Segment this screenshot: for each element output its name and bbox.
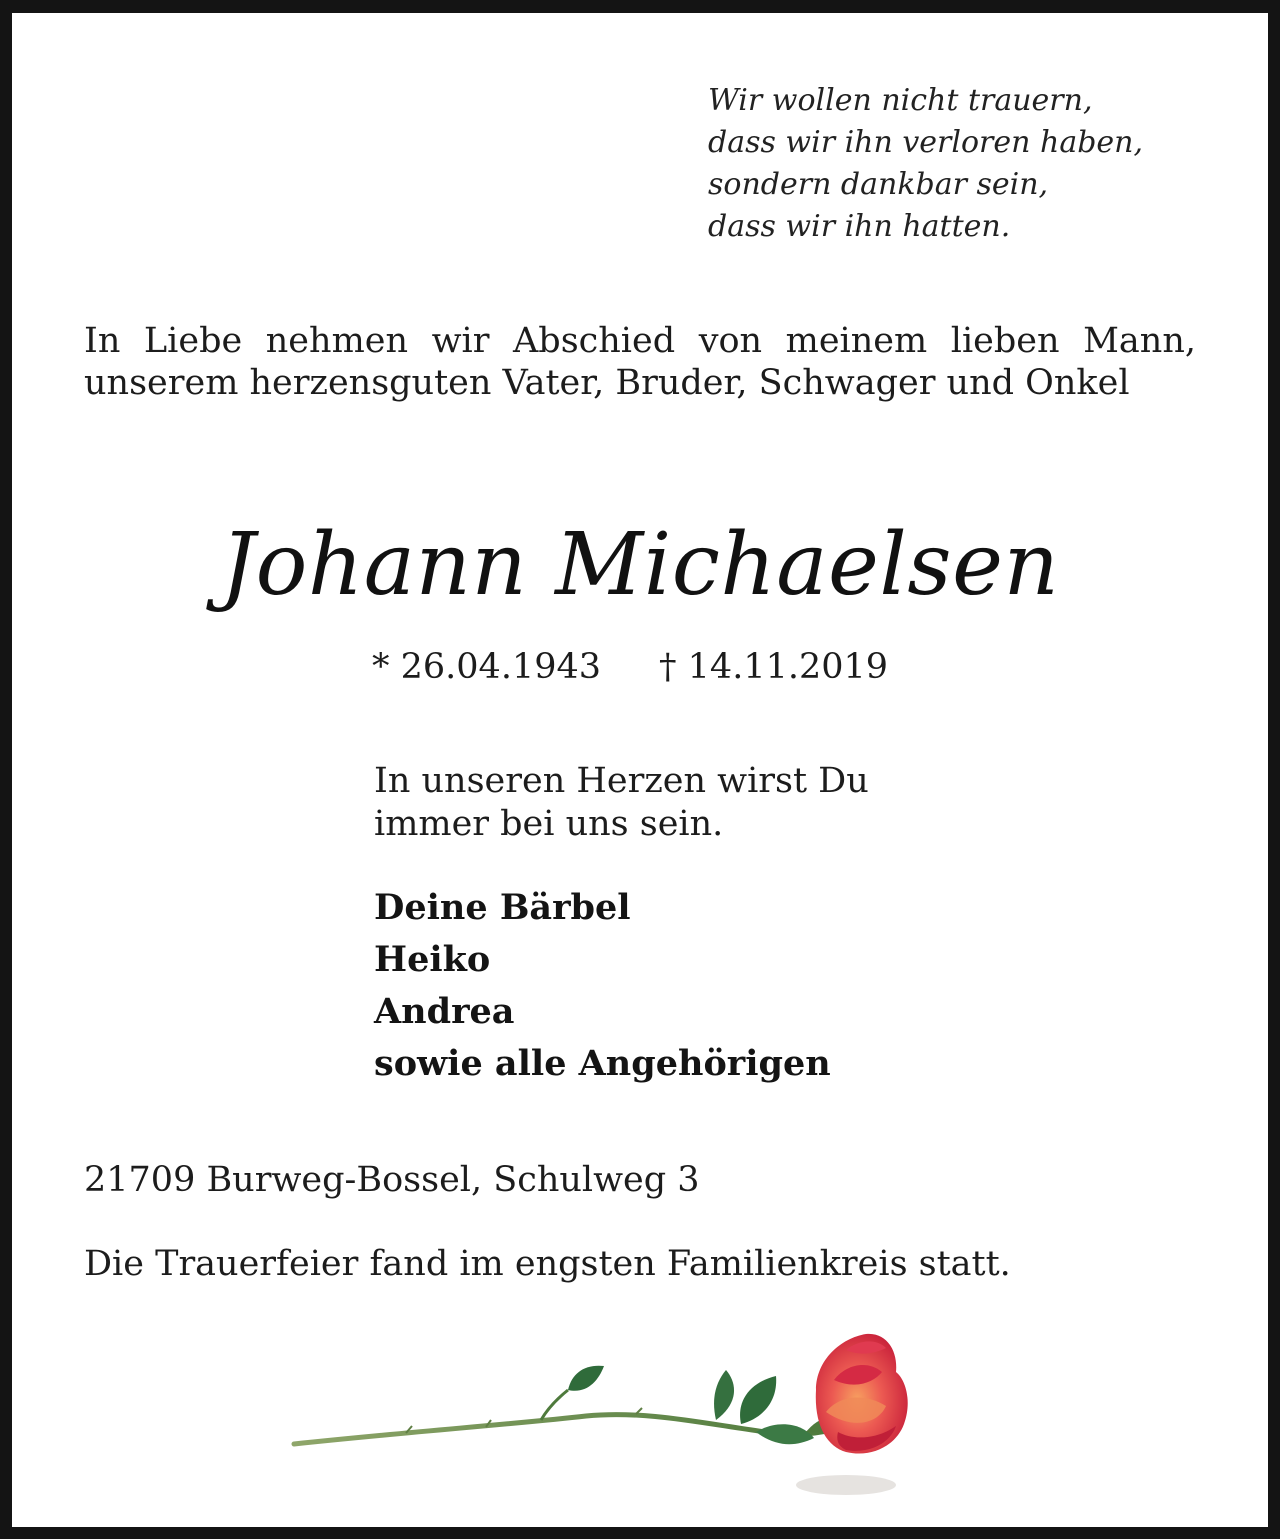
- quote-line: dass wir ihn verloren haben,: [708, 125, 1144, 160]
- life-dates: [372, 645, 888, 689]
- birth-date: * 26.04.1943: [372, 647, 602, 687]
- leaf-branch: [541, 1390, 568, 1420]
- verse-line: immer bei uns sein.: [374, 804, 724, 844]
- mourner-name: Deine Bärbel: [374, 887, 631, 928]
- deceased-name: Johann Michaelsen: [220, 515, 1060, 615]
- death-date: † 14.11.2019: [659, 647, 889, 687]
- quote-line: Wir wollen nicht trauern,: [708, 83, 1093, 118]
- quote-line: dass wir ihn hatten.: [708, 209, 1011, 244]
- leaf: [714, 1370, 734, 1420]
- mourner-name: Andrea: [374, 991, 515, 1032]
- verse-line: In unseren Herzen wirst Du: [374, 761, 869, 801]
- quote-line: sondern dankbar sein,: [708, 167, 1049, 202]
- rose-shadow: [796, 1475, 896, 1495]
- mourner-name: Heiko: [374, 939, 491, 980]
- remembrance-verse: [374, 760, 869, 846]
- mourner-name: sowie alle Angehörigen: [374, 1043, 831, 1084]
- leaf: [756, 1424, 814, 1444]
- farewell-intro-text: In Liebe nehmen wir Abschied von meinem lieben Mann, unserem herzensguten Vater, Bruder, Schwager und Onkel: [84, 321, 1196, 403]
- leaf: [740, 1376, 776, 1424]
- rose-icon: [286, 1320, 926, 1510]
- leaf: [568, 1366, 604, 1391]
- mourners-list: [374, 882, 831, 1090]
- funeral-notice: Die Trauerfeier fand im engsten Familienkreis statt.: [84, 1244, 1011, 1284]
- family-address: 21709 Burweg-Bossel, Schulweg 3: [84, 1160, 700, 1200]
- epigraph-quote: [708, 80, 1228, 248]
